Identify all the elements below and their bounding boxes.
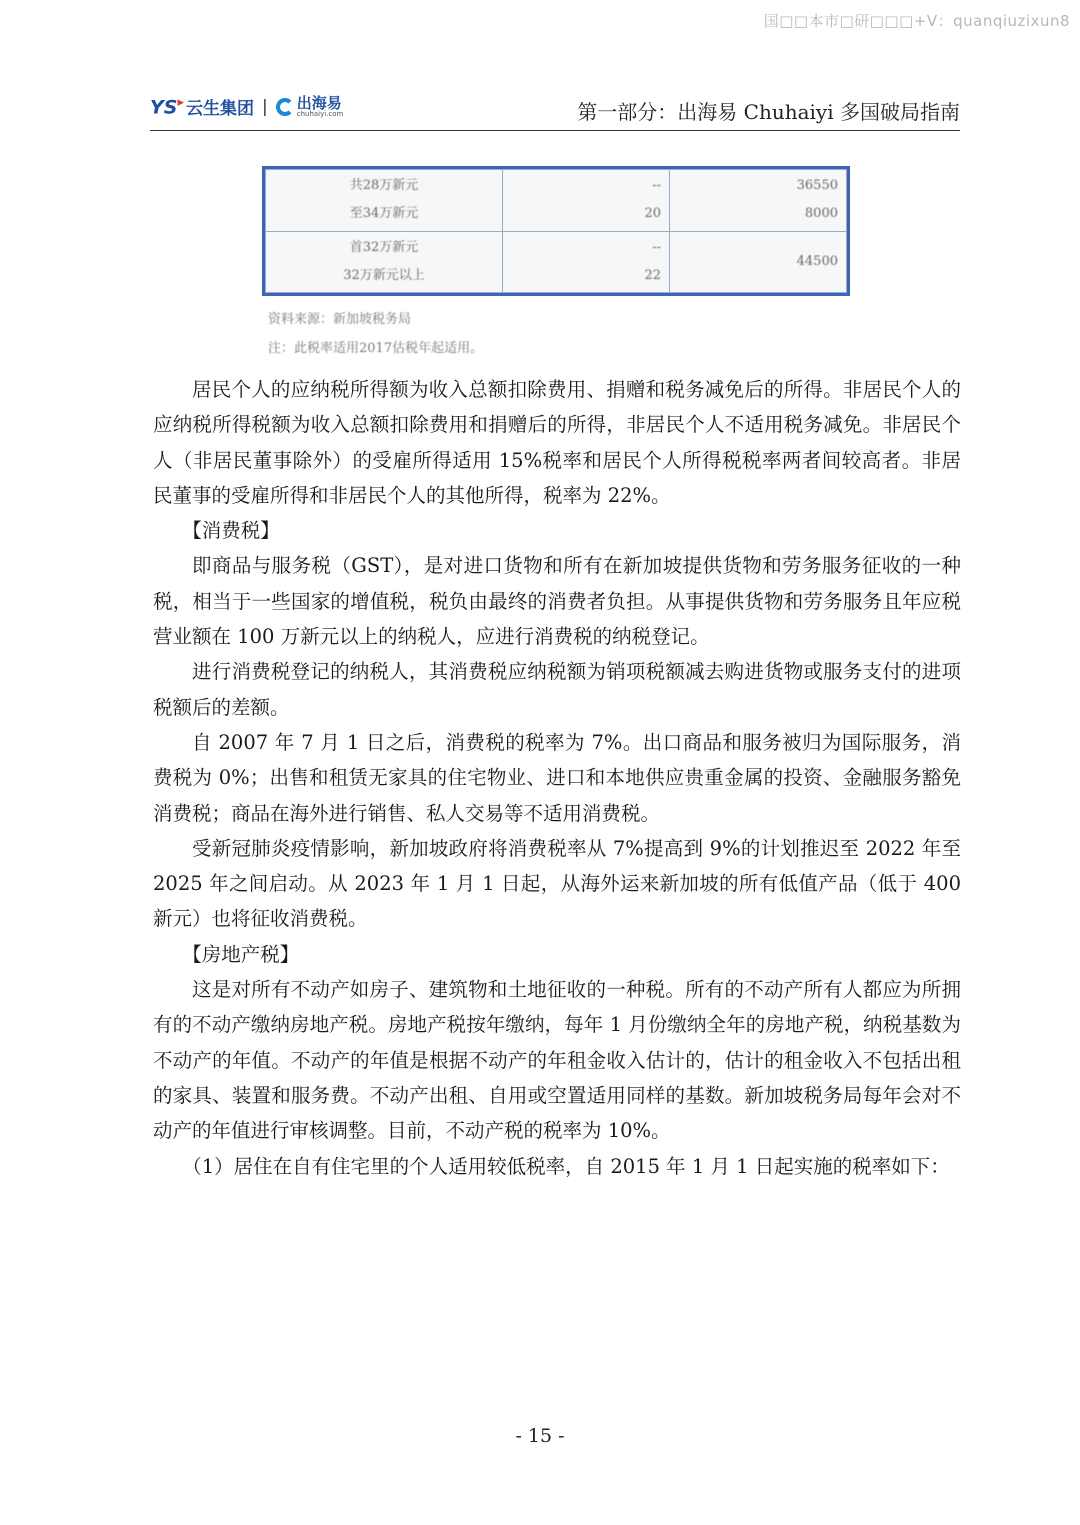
group-name: 云生集团: [185, 99, 254, 119]
table-cell-rate: -- 22: [503, 231, 670, 293]
chuhaiyi-logo: [276, 93, 344, 118]
section-heading: 【消费税】: [182, 519, 280, 543]
ys-logo: [150, 95, 184, 118]
table-note-caption: 注：此税率适用2017估税年起适用。: [268, 341, 484, 356]
logo-separator: |: [261, 96, 268, 117]
paragraph: 这是对所有不动产如房子、建筑物和土地征收的一种税。所有的不动产所有人都应为所拥有的不动产缴纳房地产税。房地产税按年缴纳，每年 1 月份缴纳全年的房地产税，纳税基数为不动产的年值。不动产的年值是根据不动产的年租金收入估计的，估计的租金收入不包括出租的家具、装置和服务费。不动产出租、自用或空置适用同样的基数。新加坡税务局每年会对不动产的年值进行审核调整。目前，不动产税的税率为 10%。: [153, 978, 961, 1143]
page-number: - 15 -: [515, 1425, 565, 1447]
chuhaiyi-logo-icon: [276, 98, 294, 116]
table-row: [266, 231, 847, 293]
tax-rate-table: [262, 166, 850, 296]
table-row: [266, 170, 847, 232]
watermark-text: 国□□本市□研□□□+V：quanqiuzixun8: [763, 12, 1070, 30]
ys-logo-mark-icon: ▸: [177, 94, 184, 110]
table-cell-amount: 36550 8000: [670, 170, 847, 232]
paragraph: 自 2007 年 7 月 1 日之后，消费税的税率为 7%。出口商品和服务被归为国际服务，消费税为 0%；出售和租赁无家具的住宅物业、进口和本地供应贵重金属的投资、金融服务豁免消费税；商品在海外进行销售、私人交易等不适用消费税。: [153, 730, 961, 825]
ys-logo-text: YS: [150, 96, 178, 119]
chuhaiyi-logo-url: chuhaiyi.com: [296, 109, 344, 118]
page-header: [150, 90, 960, 131]
header-title: 第一部分：出海易 Chuhaiyi 多国破局指南: [577, 100, 960, 124]
body-text: [153, 372, 961, 1184]
table-cell-amount: 44500: [670, 231, 847, 293]
logo-area: [150, 94, 343, 119]
paragraph: 居民个人的应纳税所得额为收入总额扣除费用、捐赠和税务减免后的所得。非居民个人的应纳税所得税额为收入总额扣除费用和捐赠后的所得，非居民个人不适用税务减免。非居民个人（非居民董事除外）的受雇所得适用 15%税率和居民个人所得税税率两者间较高者。非居民董事的受雇所得和非居民个人的其他所得，税率为 22%。: [153, 378, 961, 507]
section-heading: 【房地产税】: [182, 942, 300, 966]
section-heading: （1）居住在自有住宅里的个人适用较低税率，自 2015 年 1 月 1 日起实施的税率如下：: [182, 1154, 950, 1178]
paragraph: 进行消费税登记的纳税人，其消费税应纳税额为销项税额减去购进货物或服务支付的进项税额后的差额。: [153, 660, 961, 719]
table-source-caption: 资料来源：新加坡税务局: [268, 312, 412, 327]
table-cell-label: 首32万新元 32万新元以上: [266, 231, 503, 293]
chuhaiyi-logo-name: 出海易: [296, 93, 342, 112]
paragraph: 即商品与服务税（GST），是对进口货物和所有在新加坡提供货物和劳务服务征收的一种税，相当于一些国家的增值税，税负由最终的消费者负担。从事提供货物和劳务服务且年应税营业额在 100 万新元以上的纳税人，应进行消费税的纳税登记。: [153, 554, 961, 649]
table-cell-rate: -- 20: [503, 170, 670, 232]
table-cell-label: 共28万新元 至34万新元: [266, 170, 503, 232]
paragraph: 受新冠肺炎疫情影响，新加坡政府将消费税率从 7%提高到 9%的计划推迟至 2022 年至 2025 年之间启动。从 2023 年 1 月 1 日起，从海外运来新加坡的所有低值产品（低于 400 新元）也将征收消费税。: [153, 836, 961, 931]
